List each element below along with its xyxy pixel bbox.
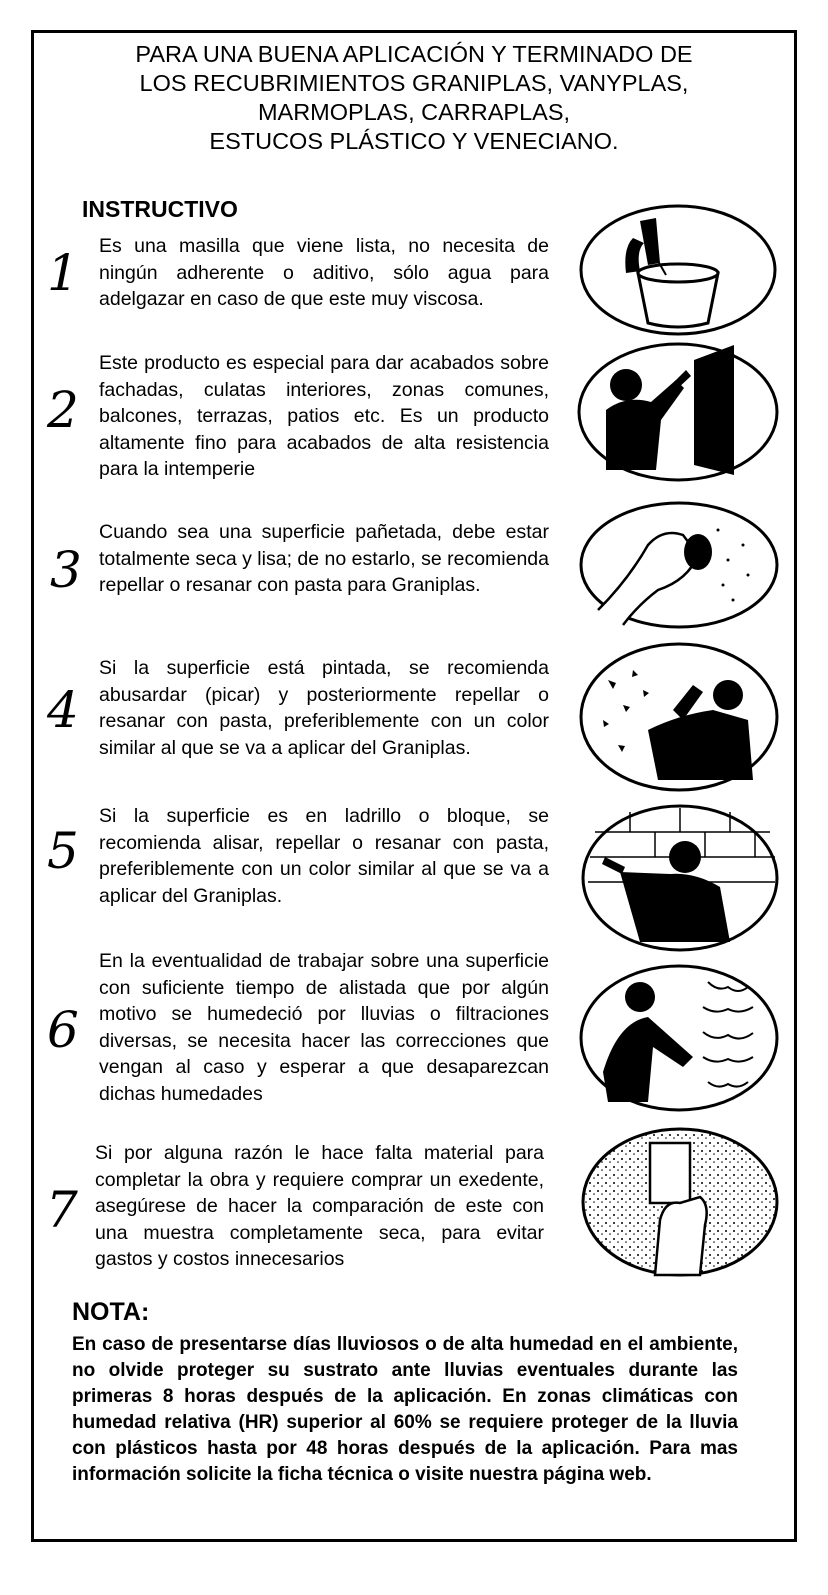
page-title: [40, 40, 788, 156]
step-number-3: 3: [50, 541, 82, 599]
step-number-6: 6: [47, 1001, 79, 1059]
step-text-1: Es una masilla que viene lista, no necesita de ningún adherente o aditivo, sólo agua para adelgazar en caso de que este muy viscosa.: [99, 235, 549, 310]
paint-bucket-pouring-icon: [578, 203, 778, 337]
step-number-4: 4: [47, 681, 79, 739]
worker-hammering-icon: [578, 640, 780, 794]
step-number-2: 2: [47, 381, 79, 439]
title-line-3: MARMOPLAS, CARRAPLAS,: [257, 99, 571, 125]
worker-applying-facade-icon: [576, 340, 780, 484]
hand-sanding-surface-icon: [578, 500, 780, 630]
step-text-7: Si por alguna razón le hace falta material para completar la obra y requiere comprar un exedente, asegúrese de hacer la comparación de este con una muestra completamente seca, para evitar gastos y costos innecesarios: [95, 1142, 544, 1270]
nota-text: En caso de presentarse días lluviosos o de alta humedad en el ambiente, no olvide proteger su sustrato ante lluvias eventuales durante las primeras 8 horas después de la aplicación. En zonas climáticas con humedad relativa (HR) superior al 60% se requiere proteger de la lluvia con plásticos hasta por 48 horas después de la aplicación. Para mas información solicite la ficha técnica o visite nuestra página web.: [72, 1334, 738, 1485]
section-title: INSTRUCTIVO: [82, 196, 238, 222]
step-text-5: Si la superficie es en ladrillo o bloque, se recomienda alisar, repellar o resanar con pasta, preferiblemente con un color similar al que se va a aplicar del Graniplas.: [99, 805, 549, 907]
hand-holding-sample-icon: [580, 1125, 780, 1280]
step-text-3: Cuando sea una superficie pañetada, debe estar totalmente seca y lisa; de no estarlo, se recomienda repellar o resanar con pasta para Graniplas.: [99, 521, 549, 596]
nota-title: NOTA:: [72, 1298, 150, 1326]
step-number-1: 1: [47, 244, 79, 302]
step-text-2: Este producto es especial para dar acabados sobre fachadas, culatas interiores, zonas comunes, balcones, terrazas, patios etc. Es un producto altamente fino para acabados de alta resistencia para la intemperie: [99, 352, 549, 480]
step-number-5: 5: [47, 822, 79, 880]
title-line-2: LOS RECUBRIMIENTOS GRANIPLAS, VANYPLAS,: [139, 70, 689, 96]
title-line-4: ESTUCOS PLÁSTICO Y VENECIANO.: [209, 128, 619, 154]
worker-damp-wall-icon: [578, 962, 780, 1114]
step-text-4: Si la superficie está pintada, se recomienda abusardar (picar) y posteriormente repellar o resanar con pasta, preferiblemente con un color similar al que se va a aplicar del Graniplas.: [99, 657, 549, 759]
step-text-6: En la eventualidad de trabajar sobre una superficie con suficiente tiempo de alistada que por algún motivo se humedeció por lluvias o filtraciones diversas, se necesita hacer las correcciones que vengan al caso y esperar a que desaparezcan dichas humedades: [99, 950, 549, 1105]
title-line-1: PARA UNA BUENA APLICACIÓN Y TERMINADO DE: [135, 41, 693, 67]
worker-brick-wall-icon: [580, 802, 780, 954]
step-number-7: 7: [46, 1181, 78, 1239]
